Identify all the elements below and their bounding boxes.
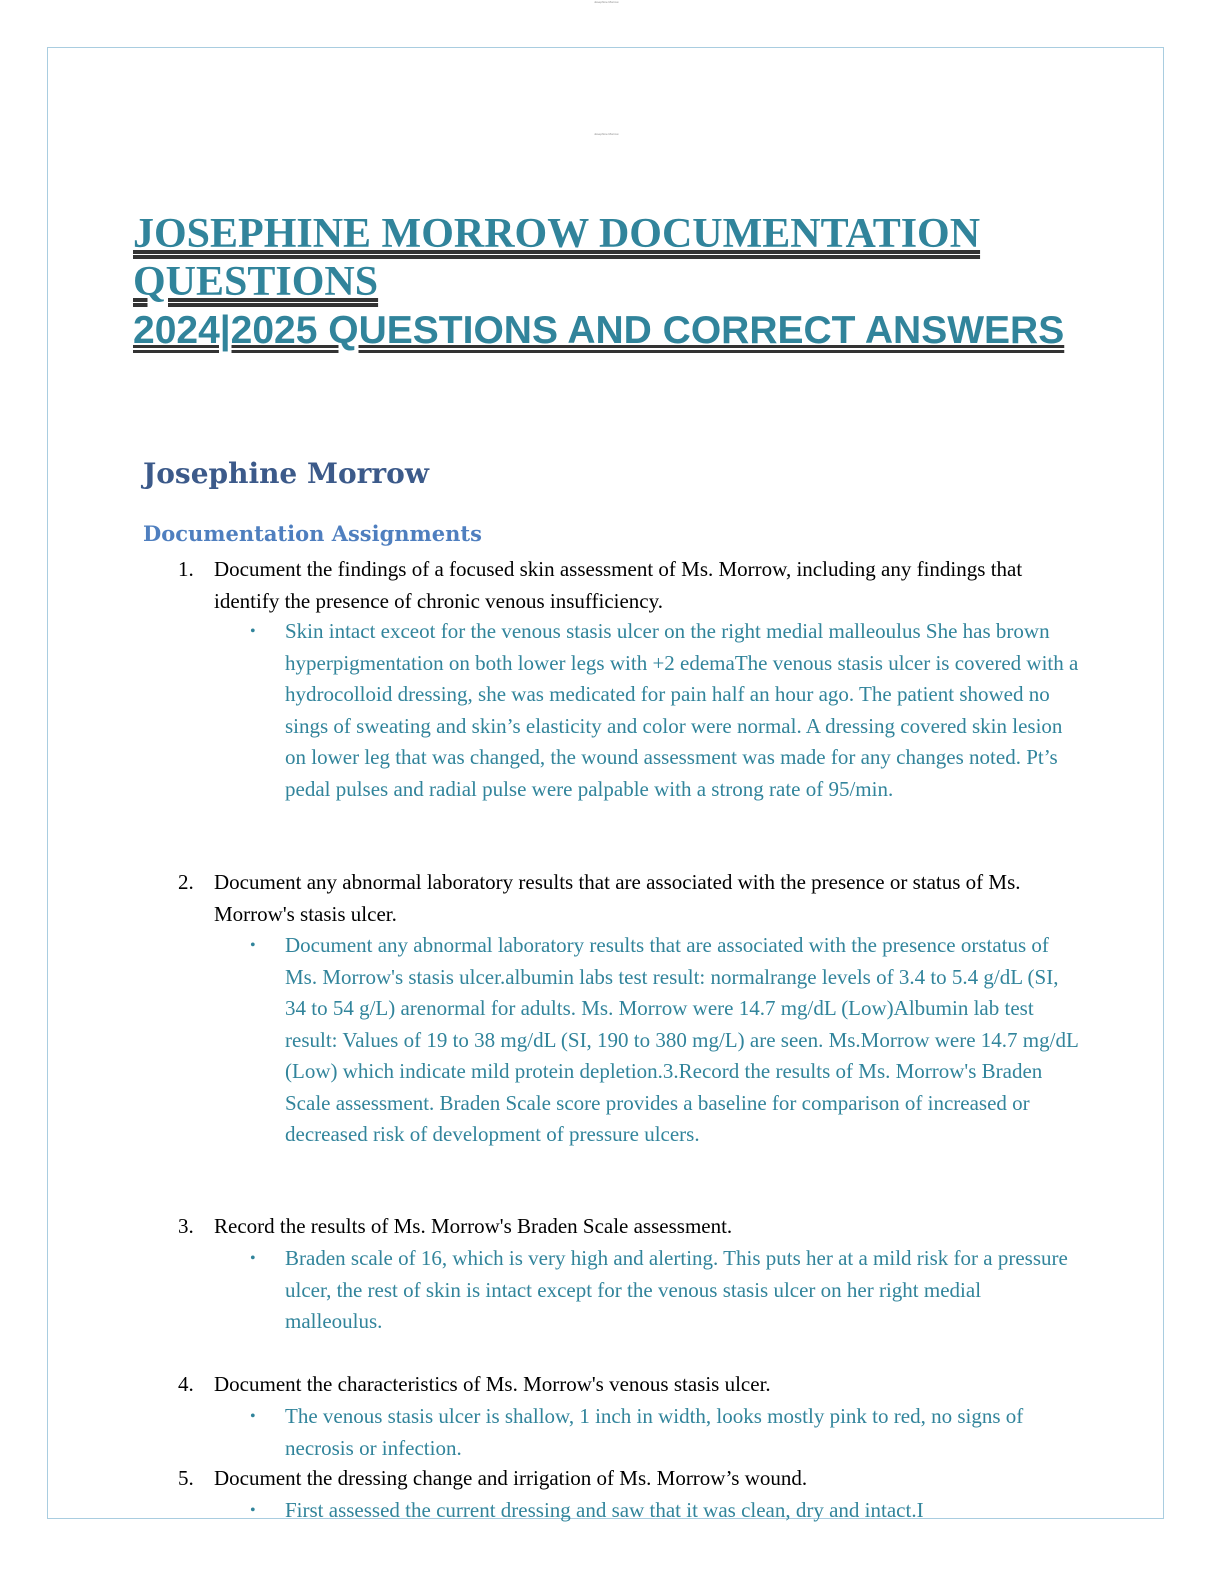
answer-item: [250, 1401, 1080, 1464]
question-number: 1.: [178, 557, 194, 581]
bullet-icon: •: [250, 1250, 256, 1267]
answer-text: The venous stasis ulcer is shallow, 1 inch in width, looks mostly pink to red, no signs of necrosis or infection.: [285, 1404, 1024, 1460]
document-title: [133, 210, 1083, 356]
title-line-1: JOSEPHINE MORROW DOCUMENTATION QUESTIONS: [133, 211, 981, 305]
question-number: 4.: [178, 1372, 194, 1396]
question-number: 2.: [178, 870, 194, 894]
question-number: 3.: [178, 1214, 194, 1238]
question-item: [178, 867, 1078, 930]
question-text: Document the characteristics of Ms. Morrow's venous stasis ulcer.: [214, 1372, 771, 1396]
question-item: [178, 1463, 1078, 1495]
answer-text: Document any abnormal laboratory results that are associated with the presence orstatus of Ms. Morrow's stasis ulcer.albumin labs test result: normalrange levels of 3.4 to 5.4 g/dL (SI, 34 to 54 g/L) arenormal for adults. Ms. Morrow were 14.7 mg/dL (Low)Albumin lab test result: Values of 19 to 38 mg/dL (SI, 190 to 380 mg/L) are seen. Ms.Morrow were 14.7 mg/dL (Low) which indicate mild protein depletion.3.Record the results of Ms. Morrow's Braden Scale assessment. Braden Scale score provides a baseline for comparison of increased or decreased risk of development of pressure ulcers.: [285, 933, 1079, 1146]
bullet-icon: •: [250, 937, 256, 954]
header-watermark: Josephine Morrow: [594, 0, 619, 4]
bullet-icon: •: [250, 1502, 256, 1519]
answer-text: First assessed the current dressing and saw that it was clean, dry and intact.I: [285, 1498, 924, 1522]
question-item: [178, 554, 1078, 617]
title-line-2: 2024|2025 QUESTIONS AND CORRECT ANSWERS: [133, 309, 1065, 352]
question-item: [178, 1211, 1078, 1243]
question-text: Document the findings of a focused skin assessment of Ms. Morrow, including any findings that identify the presence of chronic venous insufficiency.: [214, 557, 1023, 613]
answer-text: Braden scale of 16, which is very high and alerting. This puts her at a mild risk for a pressure ulcer, the rest of skin is intact except for the venous stasis ulcer on her right medial malleoulus.: [285, 1246, 1068, 1333]
bullet-icon: •: [250, 623, 256, 640]
answer-text: Skin intact exceot for the venous stasis ulcer on the right medial malleoulus She has brown hyperpigmentation on both lower legs with +2 edemaThe venous stasis ulcer is covered with a hydrocolloid dressing, she was medicated for pain half an hour ago. The patient showed no sings of sweating and skin’s elasticity and color were normal. A dressing covered skin lesion on lower leg that was changed, the wound assessment was made for any changes noted. Pt’s pedal pulses and radial pulse were palpable with a strong rate of 95/min.: [285, 619, 1079, 801]
inner-header-watermark: Josephine Morrow: [594, 132, 619, 136]
question-item: [178, 1369, 1078, 1401]
answer-item: [250, 930, 1080, 1151]
question-text: Record the results of Ms. Morrow's Braden Scale assessment.: [214, 1214, 733, 1238]
patient-name-heading: Josephine Morrow: [143, 457, 429, 490]
answer-item: [250, 1243, 1080, 1338]
section-heading: Documentation Assignments: [143, 521, 482, 546]
question-number: 5.: [178, 1466, 194, 1490]
question-text: Document the dressing change and irrigation of Ms. Morrow’s wound.: [214, 1466, 808, 1490]
answer-item: [250, 1495, 1080, 1527]
answer-item: [250, 616, 1080, 805]
bullet-icon: •: [250, 1408, 256, 1425]
question-text: Document any abnormal laboratory results that are associated with the presence or status of Ms. Morrow's stasis ulcer.: [214, 870, 1021, 926]
